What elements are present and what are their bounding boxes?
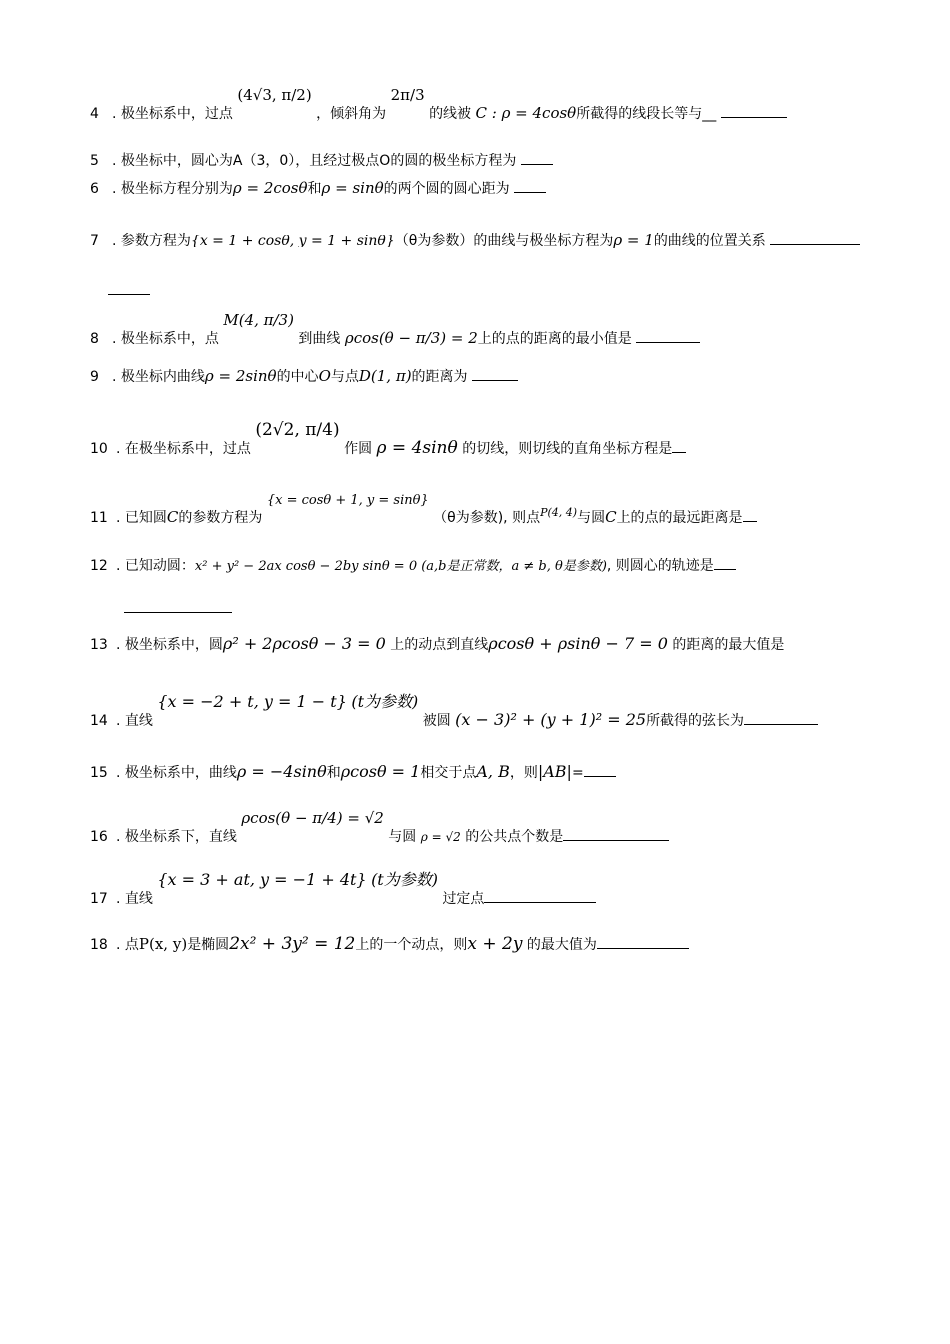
math-distance: |AB|: [537, 762, 572, 781]
question-text: 点: [124, 937, 139, 953]
question-number: 8: [90, 331, 99, 347]
question-number: 6: [90, 181, 99, 197]
question-text: 上的点的最远距离是: [616, 510, 743, 526]
question-text: 参数方程为: [120, 233, 191, 249]
answer-blank[interactable]: [721, 103, 787, 118]
answer-blank[interactable]: [124, 598, 232, 613]
answer-blank[interactable]: [563, 826, 669, 841]
question-number: 16: [90, 829, 108, 845]
math-curve: ρ = 2sinθ: [204, 367, 277, 385]
answer-blank[interactable]: [484, 888, 596, 903]
answer-blank[interactable]: [770, 230, 860, 245]
question-text: 极坐标中，圆心为A（3，0），且经过极点O的圆的极坐标方程为: [120, 153, 517, 169]
math-circle: ρ = √2: [420, 830, 461, 844]
math-points: A, B: [476, 762, 510, 781]
question-text: 过定点: [442, 891, 485, 907]
question-text: ，则: [509, 765, 538, 781]
question-text: 在极坐标系中，过点: [124, 441, 251, 457]
answer-blank[interactable]: [714, 555, 736, 570]
question-number: 11: [90, 510, 108, 526]
answer-blank[interactable]: [108, 280, 150, 295]
question-11: 11 . 已知圆C的参数方程为 {x = cosθ + 1, y = sinθ} （θ为参数), 则点$^{P(4, 4)}$与圆C上的点的最远距离是: [90, 507, 757, 529]
question-text: 的距离为: [411, 369, 468, 385]
math-curve-b: ρ = sinθ: [321, 179, 384, 197]
question-text: 被圆: [422, 713, 451, 729]
math-curve-a: ρ = −4sinθ: [236, 762, 327, 781]
question-14: 14 . 直线 {x = −2 + t, y = 1 − t} (t为参数) 被圆 (x − 3)² + (y + 1)² = 25所截得的弦长为: [90, 710, 818, 731]
math-point: D(1, π): [358, 367, 412, 385]
question-text: 的两个圆的圆心距为: [383, 181, 510, 197]
math-curve: ρcos(θ − π/3) = 2: [344, 329, 478, 347]
question-number: 12: [90, 558, 108, 574]
question-text: 作圆: [344, 441, 373, 457]
math-circle: (x − 3)² + (y + 1)² = 25: [455, 710, 647, 729]
math-curve-a: ρ = 2cosθ: [232, 179, 308, 197]
question-text: 上的点的距离的最小值是: [477, 331, 632, 347]
question-text: （θ为参数）的曲线与极坐标方程为: [394, 233, 614, 249]
question-7: 7 . 参数方程为{x = 1 + cosθ, y = 1 + sinθ}（θ为参数）的曲线与极坐标方程为ρ = 1的曲线的位置关系: [90, 230, 860, 251]
question-15: 15 . 极坐标系中，曲线ρ = −4sinθ和ρcosθ = 1相交于点A, B，则|AB|=: [90, 762, 616, 783]
math-circle-name: C: [166, 508, 179, 526]
question-number: 5: [90, 153, 99, 169]
answer-blank[interactable]: [521, 150, 553, 165]
math-circle: ρ² + 2ρcosθ − 3 = 0: [222, 634, 386, 653]
question-text: 的中心: [276, 369, 319, 385]
question-text: =: [571, 765, 584, 781]
question-text: 极坐标内曲线: [120, 369, 205, 385]
question-9: 9 . 极坐标内曲线ρ = 2sinθ的中心O与点D(1, π)的距离为: [90, 366, 518, 387]
math-param: (t为参数): [371, 870, 438, 889]
question-text: 极坐标系中，过点: [120, 106, 233, 122]
question-text: 和: [326, 765, 341, 781]
question-text: 直线: [124, 713, 153, 729]
math-curve: ρ = 4sinθ: [376, 438, 458, 458]
question-16: 16 . 极坐标系下，直线 ρcos(θ − π/4) = √2 与圆 ρ = √2 的公共点个数是: [90, 826, 669, 847]
math-center: O: [318, 367, 331, 385]
math-system: {x = −2 + t, y = 1 − t}: [157, 692, 347, 711]
question-text: 已知圆: [124, 510, 167, 526]
answer-blank[interactable]: [743, 507, 757, 522]
question-text: 的距离的最大值是: [672, 637, 785, 653]
math-point: M(4, π/3): [223, 311, 294, 329]
question-number: 14: [90, 713, 108, 729]
math-expression: x + 2y: [467, 934, 523, 954]
question-17: 17 . 直线 {x = 3 + at, y = −1 + 4t} (t为参数) 过定点: [90, 888, 596, 909]
math-curve: C : ρ = 4cosθ: [475, 104, 577, 122]
question-text: 是椭圆: [187, 937, 230, 953]
math-param: (t为参数): [351, 692, 419, 711]
question-text: 的最大值为: [526, 937, 597, 953]
question-text: 与圆: [577, 510, 606, 526]
question-text: （θ为参数), 则点: [433, 510, 541, 526]
question-text: 直线: [124, 891, 153, 907]
answer-blank[interactable]: [472, 366, 518, 381]
question-text: 极坐标系中，圆: [124, 637, 223, 653]
question-12: 12 . 已知动圆：x² + y² − 2ax cosθ − 2by sinθ = 0 (a,b是正常数，a ≠ b, θ是参数), 则圆心的轨迹是: [90, 555, 736, 577]
question-text: 极坐标方程分别为: [120, 181, 233, 197]
math-equation: x² + y² − 2ax cosθ − 2by sinθ = 0 (a,b是正常数，a ≠ b, θ是参数): [194, 559, 607, 574]
question-text: 极坐标系中，曲线: [124, 765, 237, 781]
question-text: 极坐标系下，直线: [124, 829, 237, 845]
math-curve: ρ = 1: [613, 231, 654, 249]
question-text: , 则圆心的轨迹是: [606, 558, 714, 574]
math-point: (4√3, π/2): [237, 86, 312, 104]
question-number: 10: [90, 441, 108, 457]
question-text: 上的一个动点，则: [355, 937, 468, 953]
question-text: 的线被: [429, 106, 472, 122]
question-18: 18 . 点P(x, y)是椭圆2x² + 3y² = 12上的一个动点，则x + 2y 的最大值为: [90, 934, 689, 955]
question-text: 所截得的线段长等与__: [576, 106, 717, 122]
answer-blank[interactable]: [597, 934, 689, 949]
question-8: 8 . 极坐标系中，点 M(4, π/3) 到曲线 ρcos(θ − π/3) = 2上的点的距离的最小值是: [90, 328, 700, 349]
question-text: 上的动点到直线: [390, 637, 489, 653]
math-curve-b: ρcosθ = 1: [340, 762, 421, 781]
question-text: 与点: [330, 369, 359, 385]
question-number: 15: [90, 765, 108, 781]
question-text: ，倾斜角为: [316, 106, 387, 122]
question-text: 极坐标系中，点: [120, 331, 219, 347]
question-4: 4 . 极坐标系中，过点 (4√3, π/2) ，倾斜角为 2π/3 的线被 C : ρ = 4cosθ所截得的线段长等与__: [90, 103, 787, 124]
question-text: 的切线，则切线的直角坐标方程是: [462, 441, 673, 457]
question-number: 18: [90, 937, 108, 953]
math-point: (2√2, π/4): [255, 420, 340, 440]
question-5: 5 . 极坐标中，圆心为A（3，0），且经过极点O的圆的极坐标方程为: [90, 150, 553, 171]
math-system: {x = 1 + cosθ, y = 1 + sinθ}: [190, 235, 395, 247]
question-text: 到曲线: [298, 331, 341, 347]
question-text: 和: [307, 181, 322, 197]
question-12-continuation: [124, 598, 232, 619]
question-number: 17: [90, 891, 108, 907]
question-text: 的公共点个数是: [465, 829, 564, 845]
question-6: 6 . 极坐标方程分别为ρ = 2cosθ和ρ = sinθ的两个圆的圆心距为: [90, 178, 546, 199]
math-line: ρcosθ + ρsinθ − 7 = 0: [488, 634, 668, 653]
answer-blank[interactable]: [636, 328, 700, 343]
math-system: {x = 3 + at, y = −1 + 4t}: [157, 870, 367, 889]
math-point: P(4, 4): [540, 506, 578, 519]
question-13: 13 . 极坐标系中，圆ρ² + 2ρcosθ − 3 = 0 上的动点到直线ρcosθ + ρsinθ − 7 = 0 的距离的最大值是: [90, 634, 785, 653]
question-text: 的参数方程为: [178, 510, 263, 526]
question-text: 已知动圆：: [124, 558, 195, 574]
answer-blank[interactable]: [672, 438, 686, 453]
question-text: 的曲线的位置关系: [653, 233, 766, 249]
question-text: 所截得的弦长为: [646, 713, 745, 729]
answer-blank[interactable]: [584, 762, 616, 777]
question-10: 10 . 在极坐标系中，过点 (2√2, π/4) 作圆 ρ = 4sinθ 的切线，则切线的直角坐标方程是: [90, 438, 686, 459]
math-circle-name: C: [605, 508, 617, 526]
math-angle: 2π/3: [390, 86, 425, 104]
question-text: 相交于点: [420, 765, 477, 781]
math-line: ρcos(θ − π/4) = √2: [241, 809, 384, 827]
answer-blank[interactable]: [514, 178, 546, 193]
question-number: 9: [90, 369, 99, 385]
answer-blank[interactable]: [744, 710, 818, 725]
math-system: {x = cosθ + 1, y = sinθ}: [266, 493, 429, 508]
question-number: 4: [90, 106, 99, 122]
math-point: P(x, y): [138, 935, 188, 953]
question-text: 与圆: [388, 829, 417, 845]
math-ellipse: 2x² + 3y² = 12: [229, 934, 356, 954]
question-number: 13: [90, 637, 108, 653]
question-7-continuation: [108, 280, 150, 301]
question-number: 7: [90, 233, 99, 249]
